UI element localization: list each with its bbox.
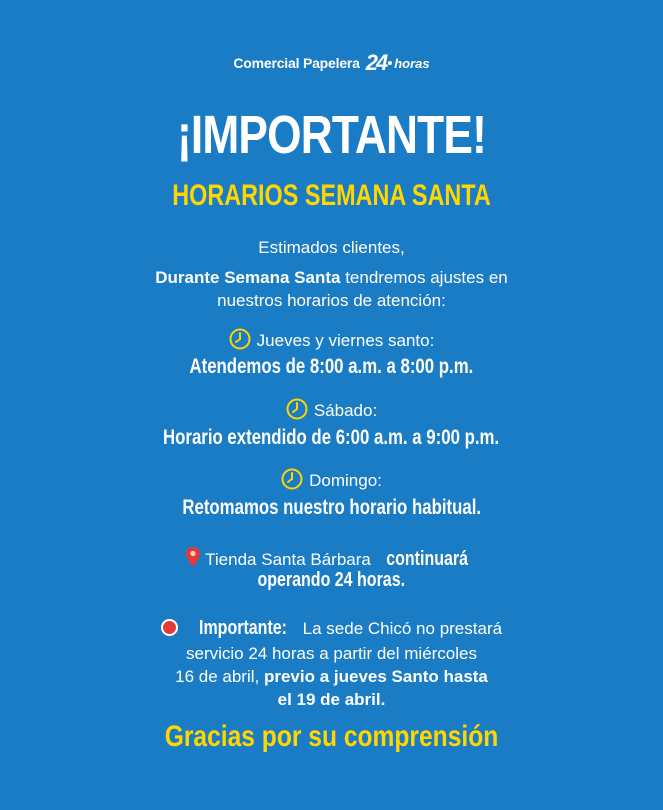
notice-line-4: el 19 de abril. <box>277 690 386 709</box>
company-logo <box>0 52 663 74</box>
schedule-detail-saturday <box>0 425 663 451</box>
schedule-detail-text: Retomamos nuestro horario habitual. <box>182 496 481 519</box>
logo-number: 24 <box>365 50 387 75</box>
store-status-1: continuará <box>385 548 468 570</box>
clock-icon <box>229 328 251 350</box>
notice-text-3a: 16 de abril, <box>175 667 260 686</box>
store-line-2 <box>0 568 663 592</box>
store-name: Tienda Santa Bárbara <box>205 550 371 569</box>
schedule-label-thursday-friday <box>0 328 663 352</box>
notice-line-1 <box>0 617 663 640</box>
logo-horas: horas <box>394 55 430 71</box>
greeting: Estimados clientes, <box>258 238 405 257</box>
schedule-label-text: Sábado: <box>313 401 378 420</box>
logo-24-badge <box>366 52 430 74</box>
pin-icon <box>185 546 201 568</box>
logo-dot <box>388 61 392 65</box>
schedule-detail-thursday-friday <box>0 354 663 380</box>
page-subtitle: HORARIOS SEMANA SANTA <box>172 179 491 212</box>
clock-icon <box>286 398 308 420</box>
red-circle-icon <box>161 619 178 636</box>
page-title: ¡IMPORTANTE! <box>176 105 487 165</box>
intro-rest: tendremos ajustes en <box>345 268 508 287</box>
thanks-message: Gracias por su comprensión <box>164 720 499 753</box>
store-status-2: operando 24 horas. <box>257 569 406 591</box>
schedule-detail-sunday <box>0 495 663 521</box>
schedule-detail-text: Horario extendido de 6:00 a.m. a 9:00 p.m. <box>163 426 500 449</box>
intro-line-2: nuestros horarios de atención: <box>217 291 446 310</box>
schedule-label-text: Jueves y viernes santo: <box>256 331 435 350</box>
notice-label: Importante: <box>198 617 287 639</box>
clock-icon <box>281 468 303 490</box>
intro-bold: Durante Semana Santa <box>155 268 341 287</box>
notice-text-3b: previo a jueves Santo hasta <box>263 667 488 686</box>
schedule-label-sunday <box>0 468 663 492</box>
logo-brand: Comercial Papelera <box>233 55 360 71</box>
schedule-label-text: Domingo: <box>309 471 382 490</box>
notice-line-3 <box>0 666 663 688</box>
schedule-detail-text: Atendemos de 8:00 a.m. a 8:00 p.m. <box>189 355 474 378</box>
notice-text-1: La sede Chicó no prestará <box>302 619 503 638</box>
intro-line-1 <box>0 267 663 289</box>
schedule-label-saturday <box>0 398 663 422</box>
notice-line-2: servicio 24 horas a partir del miércoles <box>185 644 477 663</box>
